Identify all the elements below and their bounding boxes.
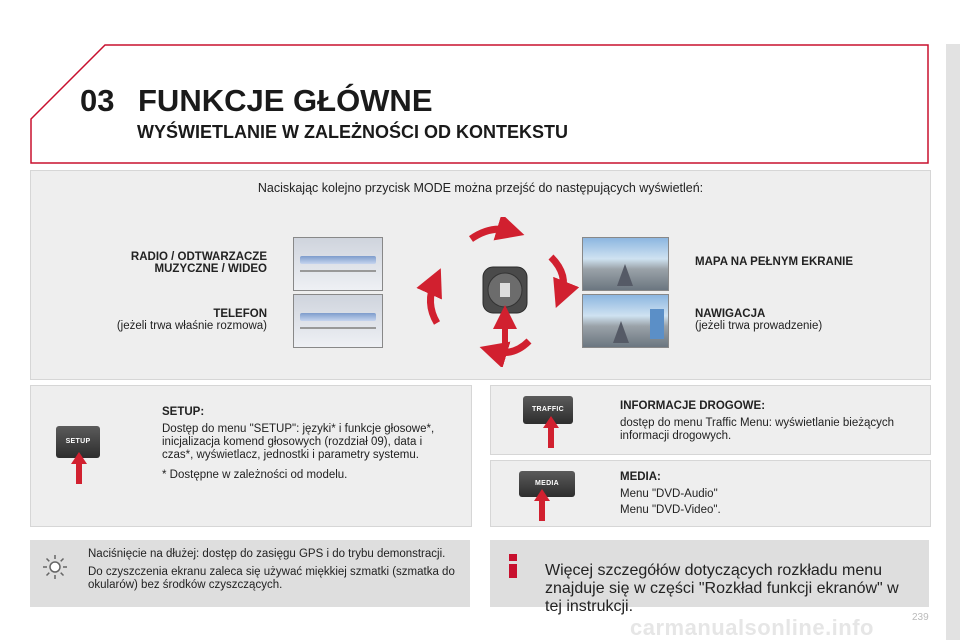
chapter-header [30,44,929,164]
phone-label [61,308,267,332]
setup-box [30,385,472,527]
phone-label-title: TELEFON [213,308,267,320]
mode-panel [30,170,931,380]
gps-note [30,540,470,607]
phone-screen-image [293,294,383,348]
chapter-number: 03 [80,83,115,118]
radio-label [91,251,267,275]
radio-screen-image [293,237,383,291]
page-number: 239 [912,612,929,623]
media-line2: Menu "DVD-Video". [620,504,721,516]
rotation-arrow-icon [493,341,529,353]
mode-rotation-diagram [401,217,581,367]
rotation-arrow-icon [551,257,563,295]
nav-label-sub: (jeżeli trwa prowadzenie) [695,320,823,332]
rotation-arrow-icon [430,281,437,323]
media-button[interactable]: MEDIA [519,471,575,497]
sun-icon [42,554,68,580]
info-note-text: Więcej szczegółów dotyczących rozkładu menu znajduje się w części "Rozkład funkcji ekranów" w tej instrukcji. [545,562,899,615]
press-arrow-icon [534,489,550,521]
setup-button[interactable]: SETUP [56,426,100,458]
traffic-heading: INFORMACJE DROGOWE: [620,400,766,412]
media-box [490,460,931,527]
setup-footnote: * Dostępne w zależności od modelu. [162,469,348,481]
page-subtitle: WYŚWIETLANIE W ZALEŻNOŚCI OD KONTEKSTU [137,122,568,142]
traffic-text: dostęp do menu Traffic Menu: wyświetlanie bieżących informacji drogowych. [620,417,895,442]
map-label: MAPA NA PEŁNYM EKRANIE [695,256,854,268]
press-arrow-icon [71,452,87,484]
traffic-button[interactable]: TRAFFIC [523,396,573,424]
map-screen-image [582,237,669,291]
info-note [490,540,929,615]
nav-label [695,308,822,332]
press-arrow-icon [543,416,559,448]
watermark: carmanualsonline.info [630,615,874,640]
setup-text: Dostęp do menu "SETUP": języki* i funkcje głosowe*, inicjalizacja komend głosowych (rozdział 09), data i czas*, wyświetlacz, jednostki i parametry systemu. [162,423,435,461]
media-description [620,471,900,517]
nav-label-title: NAWIGACJA [695,308,766,320]
gps-note-text [88,548,458,592]
side-strip [946,44,960,640]
phone-label-sub: (jeżeli trwa właśnie rozmowa) [116,320,267,332]
navigation-screen-image [582,294,669,348]
rotation-arrow-icon [471,229,511,239]
traffic-box [490,385,931,455]
setup-description [162,406,452,482]
setup-heading: SETUP: [162,406,205,418]
cleaning-note: Do czyszczenia ekranu zaleca się używać miękkiej szmatki (szmatka do okularów) bez środków czyszczących. [88,566,455,591]
info-icon [500,552,526,580]
traffic-description [620,400,900,443]
radio-label-line2: MUZYCZNE / WIDEO [154,263,267,275]
page-title: FUNKCJE GŁÓWNE [138,83,433,118]
media-line1: Menu "DVD-Audio" [620,488,718,500]
media-heading: MEDIA: [620,471,661,483]
long-press-note: Naciśnięcie na dłużej: dostęp do zasięgu GPS i do trybu demonstracji. [88,548,446,560]
radio-label-line1: RADIO / ODTWARZACZE [130,251,267,263]
intro-text: Naciskając kolejno przycisk MODE można przejść do następujących wyświetleń: [257,181,704,195]
